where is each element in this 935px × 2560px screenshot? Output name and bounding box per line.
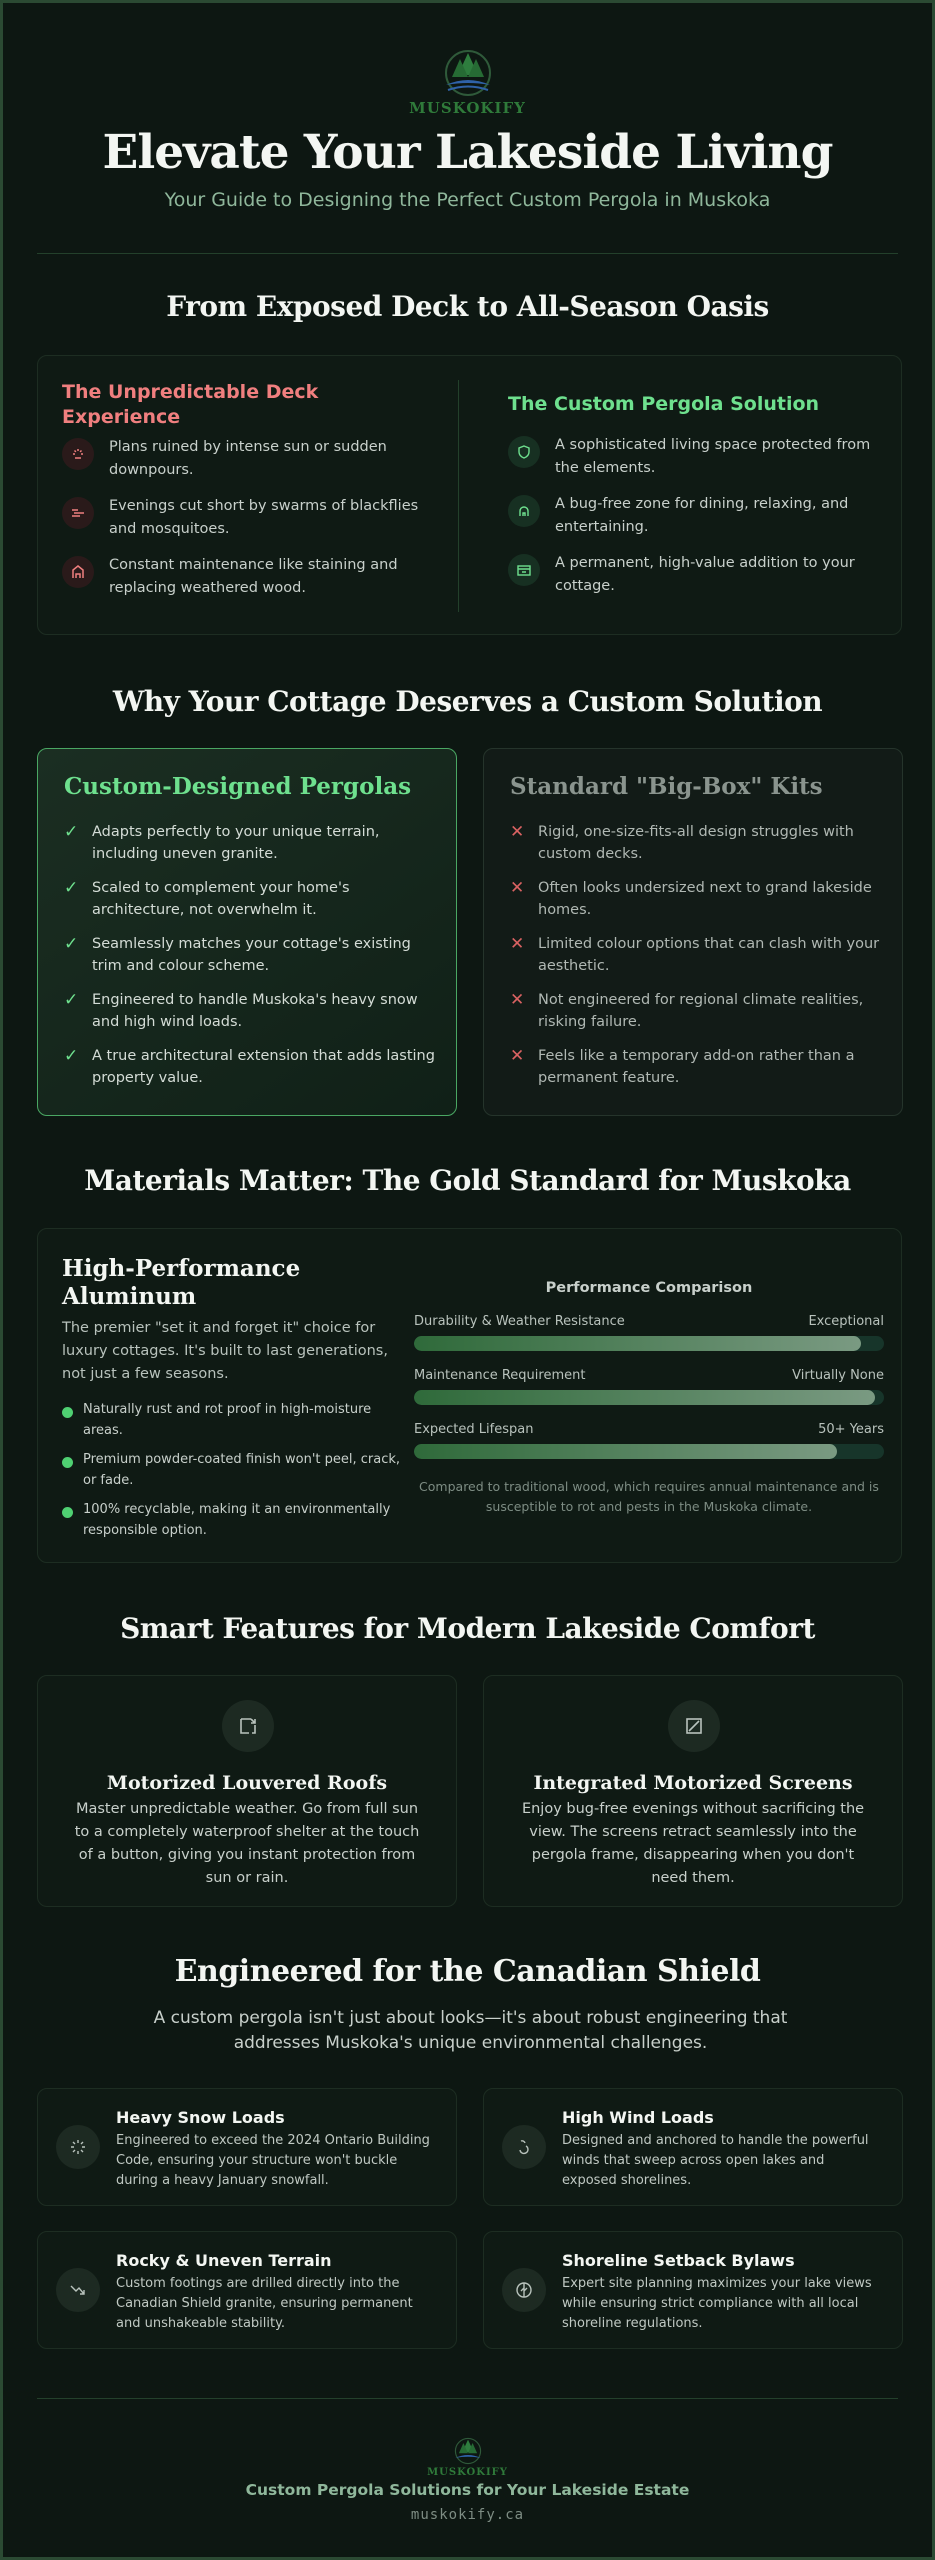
bar-label-row <box>414 1368 884 1383</box>
custom-item-text: Adapts perfectly to your unique terrain, including uneven granite. <box>92 824 380 862</box>
bar-fill <box>414 1444 837 1459</box>
divider <box>37 253 898 254</box>
bar-value-label: Virtually None <box>792 1368 884 1383</box>
big-box-kits-card <box>483 748 903 1116</box>
oasis-section-title: From Exposed Deck to All-Season Oasis <box>166 290 769 323</box>
kits-item-text: Limited colour options that can clash with your aesthetic. <box>538 936 880 974</box>
check-icon: ✓ <box>64 822 79 842</box>
aluminum-bullet-text: Naturally rust and rot proof in high-moisture areas. <box>83 1402 372 1438</box>
custom-item <box>64 877 436 921</box>
engineering-description: Engineered to exceed the 2024 Ontario Building Code, ensuring your structure won't buckle during a heavy January snowfall. <box>116 2133 430 2188</box>
engineering-title: High Wind Loads <box>562 2108 714 2127</box>
footer-divider <box>37 2398 898 2399</box>
solution-heading: The Custom Pergola Solution <box>508 393 820 415</box>
screen-icon <box>668 1700 720 1752</box>
bar-fill <box>414 1390 875 1405</box>
performance-note: Compared to traditional wood, which requires annual maintenance and is susceptible to rot and pests in the Muskoka climate. <box>419 1479 879 1514</box>
cross-icon: ✕ <box>510 934 525 954</box>
materials-card <box>37 1228 902 1563</box>
footer-url[interactable]: muskokify.ca <box>410 2507 525 2523</box>
problem-heading: The Unpredictable Deck Experience <box>62 381 319 428</box>
bug-free-icon <box>508 495 540 527</box>
kits-item-text: Feels like a temporary add-on rather than a permanent feature. <box>538 1048 855 1086</box>
engineering-title: Rocky & Uneven Terrain <box>116 2251 332 2270</box>
custom-item-text: Engineered to handle Muskoka's heavy snow and high wind loads. <box>92 992 418 1030</box>
kits-item <box>510 877 882 921</box>
check-icon: ✓ <box>64 878 79 898</box>
footer-tagline: Custom Pergola Solutions for Your Lakeside Estate <box>245 2481 690 2499</box>
bullet-dot <box>62 1407 73 1418</box>
custom-card-title: Custom-Designed Pergolas <box>64 773 412 800</box>
engineering-description: Designed and anchored to handle the powerful winds that sweep across open lakes and exposed shorelines. <box>562 2133 869 2188</box>
cross-icon: ✕ <box>510 822 525 842</box>
bar-value-label: Exceptional <box>808 1314 884 1329</box>
problem-item-text: Constant maintenance like staining and replacing weathered wood. <box>109 557 398 596</box>
bar-label-row <box>414 1314 884 1329</box>
solution-item-text: A bug-free zone for dining, relaxing, and entertaining. <box>555 496 849 535</box>
feature-card <box>483 1675 903 1907</box>
aluminum-bullet-text: Premium powder-coated finish won't peel, crack, or fade. <box>83 1452 401 1488</box>
cross-icon: ✕ <box>510 878 525 898</box>
problem-item <box>62 554 422 600</box>
footer-logo <box>3 2435 932 2478</box>
engineering-description: Expert site planning maximizes your lake views while ensuring strict compliance with all local shoreline regulations. <box>562 2276 872 2331</box>
custom-item-text: A true architectural extension that adds lasting property value. <box>92 1048 435 1086</box>
wind-icon <box>502 2125 546 2169</box>
kits-item <box>510 989 882 1033</box>
bullet-dot <box>62 1507 73 1518</box>
durability-bar <box>414 1336 884 1351</box>
solution-item <box>508 493 878 539</box>
engineering-card <box>483 2088 903 2206</box>
custom-item-text: Scaled to complement your home's architecture, not overwhelm it. <box>92 880 350 918</box>
lifespan-bar <box>414 1444 884 1459</box>
engineering-title: Shoreline Setback Bylaws <box>562 2251 795 2270</box>
solution-item <box>508 434 878 480</box>
materials-section-title: Materials Matter: The Gold Standard for Muskoka <box>84 1164 851 1197</box>
custom-item <box>64 1045 436 1089</box>
pine-tree-logo-icon <box>450 2435 486 2467</box>
aluminum-bullet <box>62 1399 402 1441</box>
problem-item <box>62 436 422 482</box>
check-icon: ✓ <box>64 990 79 1010</box>
aluminum-description: The premier "set it and forget it" choice for luxury cottages. It's built to last generations, not just a few seasons. <box>62 1320 388 1382</box>
louvered-roof-icon <box>222 1700 274 1752</box>
footer-brand-name: MUSKOKIFY <box>427 2467 508 2478</box>
maintenance-icon <box>62 556 94 588</box>
check-icon: ✓ <box>64 1046 79 1066</box>
kits-item <box>510 1045 882 1089</box>
kits-card-title: Standard "Big-Box" Kits <box>510 773 823 800</box>
feature-title: Motorized Louvered Roofs <box>106 1772 388 1794</box>
kits-item <box>510 821 882 865</box>
snowflake-icon <box>56 2125 100 2169</box>
aluminum-bullet <box>62 1449 402 1491</box>
hero-title: Elevate Your Lakeside Living <box>102 125 833 180</box>
features-section-title: Smart Features for Modern Lakeside Comfort <box>120 1612 815 1645</box>
engineering-card <box>483 2231 903 2349</box>
kits-item <box>510 933 882 977</box>
engineering-title: Heavy Snow Loads <box>116 2108 285 2127</box>
terrain-icon <box>56 2268 100 2312</box>
bar-label: Maintenance Requirement <box>414 1368 586 1383</box>
sun-icon <box>62 438 94 470</box>
solution-item-text: A sophisticated living space protected from the elements. <box>555 437 871 476</box>
custom-item <box>64 821 436 865</box>
engineering-description: Custom footings are drilled directly into the Canadian Shield granite, ensuring permanent and unshakeable stability. <box>116 2276 413 2331</box>
check-icon: ✓ <box>64 934 79 954</box>
custom-pergolas-card <box>37 748 457 1116</box>
why-section-title: Why Your Cottage Deserves a Custom Solution <box>112 685 823 718</box>
solution-item <box>508 552 878 598</box>
pine-tree-logo-icon <box>438 45 498 101</box>
kits-item-text: Often looks undersized next to grand lakeside homes. <box>538 880 872 918</box>
custom-item <box>64 933 436 977</box>
feature-title: Integrated Motorized Screens <box>533 1772 853 1794</box>
engineering-card <box>37 2088 457 2206</box>
aluminum-bullet-text: 100% recyclable, making it an environmentally responsible option. <box>83 1502 391 1538</box>
problem-solution-card <box>37 355 902 635</box>
maintenance-bar <box>414 1390 884 1405</box>
brand-name: MUSKOKIFY <box>409 99 526 117</box>
hero-subtitle: Your Guide to Designing the Perfect Custom Pergola in Muskoka <box>164 189 771 211</box>
problem-item-text: Evenings cut short by swarms of blackflies and mosquitoes. <box>109 498 419 537</box>
cross-icon: ✕ <box>510 990 525 1010</box>
kits-item-text: Rigid, one-size-fits-all design struggles with custom decks. <box>538 824 854 862</box>
engineering-card <box>37 2231 457 2349</box>
column-divider <box>458 380 459 612</box>
custom-item <box>64 989 436 1033</box>
custom-item-text: Seamlessly matches your cottage's existing trim and colour scheme. <box>92 936 411 974</box>
bugs-icon <box>62 497 94 529</box>
feature-card <box>37 1675 457 1907</box>
bar-label-row <box>414 1422 884 1437</box>
feature-description: Enjoy bug-free evenings without sacrificing the view. The screens retract seamlessly into the pergola frame, disappearing when you don't need them. <box>521 1801 865 1886</box>
bar-label: Expected Lifespan <box>414 1422 534 1437</box>
problem-item-text: Plans ruined by intense sun or sudden downpours. <box>109 439 387 478</box>
problem-item <box>62 495 422 541</box>
shoreline-icon <box>502 2268 546 2312</box>
solution-item-text: A permanent, high-value addition to your cottage. <box>555 555 855 594</box>
feature-description: Master unpredictable weather. Go from full sun to a completely waterproof shelter at the touch of a button, giving you instant protection from sun or rain. <box>74 1801 420 1886</box>
value-icon <box>508 554 540 586</box>
header-logo <box>3 45 932 117</box>
bullet-dot <box>62 1457 73 1468</box>
aluminum-bullet <box>62 1499 402 1541</box>
engineered-section-title: Engineered for the Canadian Shield <box>174 1954 761 1989</box>
shield-icon <box>508 436 540 468</box>
kits-item-text: Not engineered for regional climate realities, risking failure. <box>538 992 864 1030</box>
engineered-intro: A custom pergola isn't just about looks—it's about robust engineering that addresses Muskoka's unique environmental challenges. <box>153 2008 788 2053</box>
aluminum-heading: High-Performance Aluminum <box>62 1255 301 1310</box>
performance-comparison-title: Performance Comparison <box>545 1280 753 1296</box>
bar-label: Durability & Weather Resistance <box>414 1314 625 1329</box>
bar-fill <box>414 1336 861 1351</box>
bar-value-label: 50+ Years <box>818 1422 884 1437</box>
cross-icon: ✕ <box>510 1046 525 1066</box>
